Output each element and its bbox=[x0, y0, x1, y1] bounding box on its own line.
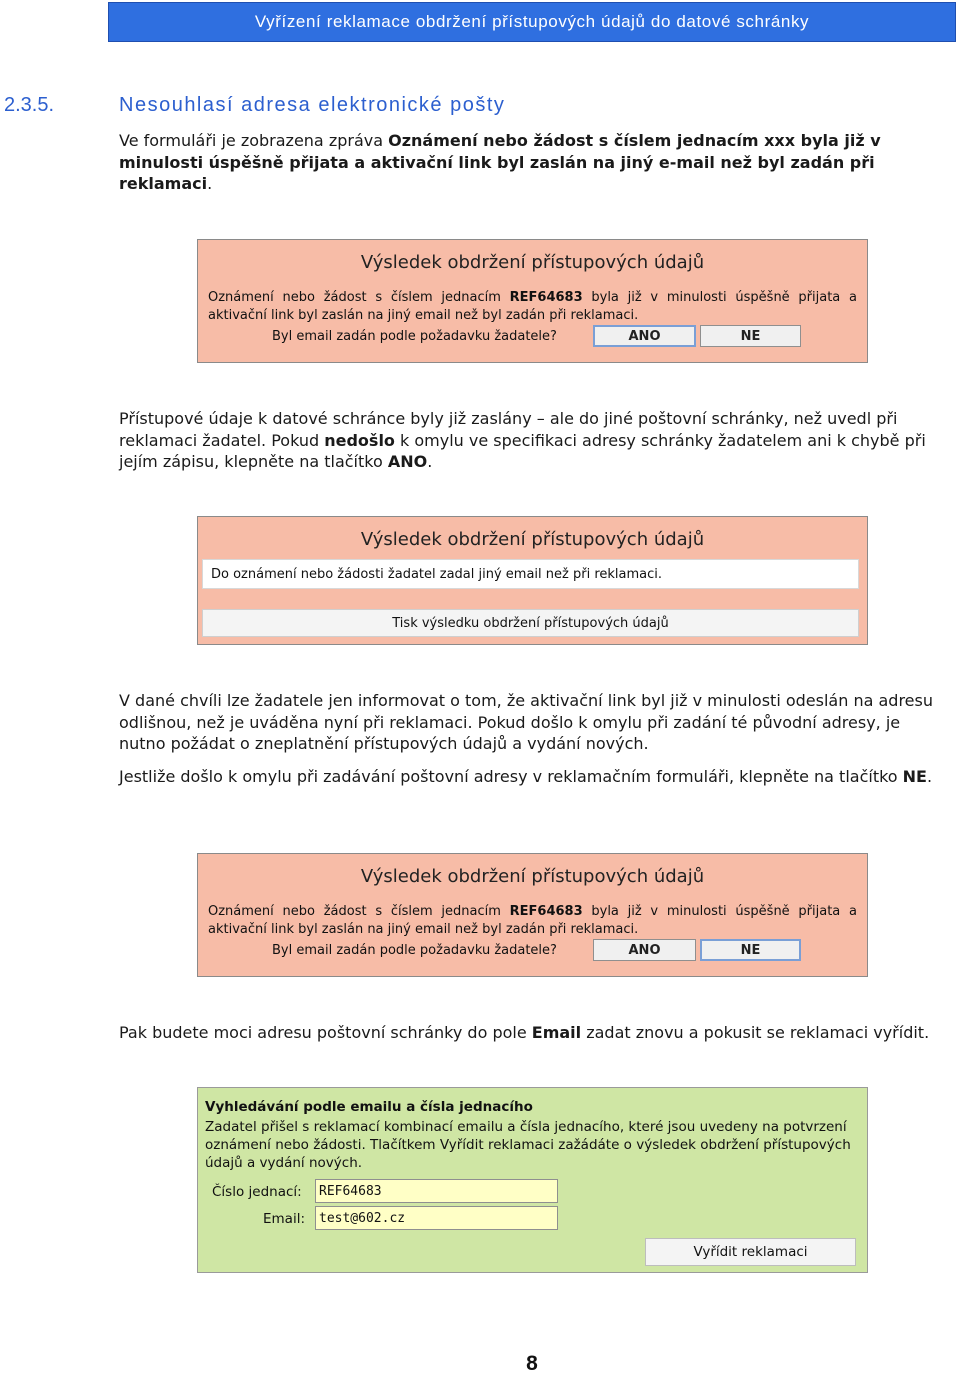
print-result-button[interactable]: Tisk výsledku obdržení přístupových údajů bbox=[202, 609, 859, 637]
panel-message bbox=[208, 903, 857, 938]
intro-message-bold: Oznámení nebo žádost s číslem jednacím xxx byla již v minulosti úspěšně přijata a aktivační link byl zaslán na jiný e-mail než byl zadán při reklamaci bbox=[119, 131, 881, 193]
panel-message bbox=[208, 289, 857, 324]
para-bold-ano: ANO bbox=[387, 452, 428, 471]
panel-message-text: Oznámení nebo žádost s číslem jednacím bbox=[208, 904, 510, 919]
para-bold-email: Email bbox=[531, 1023, 582, 1042]
para-bold-ne: NE bbox=[902, 767, 927, 786]
result-panel-confirm-2 bbox=[197, 853, 868, 977]
reference-number: REF64683 bbox=[509, 290, 583, 305]
panel-title: Výsledek obdržení přístupových údajů bbox=[360, 529, 705, 550]
reference-number: REF64683 bbox=[509, 904, 583, 919]
panel-title: Výsledek obdržení přístupových údajů bbox=[360, 252, 705, 273]
section-title: Nesouhlasí adresa elektronické pošty bbox=[119, 94, 506, 116]
panel-message-text-end: byla již v minulosti úspěšně přijata a aktivační link byl zaslán na jiný email než byl zadán při reklamaci. bbox=[208, 904, 857, 937]
para-text: Přístupové údaje k datové schránce byly již zaslány – ale do jiné poštovní schránky, než uvedl při reklamaci žadatel. Pokud bbox=[119, 409, 898, 450]
para-text: . bbox=[427, 452, 433, 471]
result-message: Do oznámení nebo žádosti žadatel zadal jiný email než při reklamaci. bbox=[202, 559, 859, 589]
intro-text-end: . bbox=[207, 174, 213, 193]
email-input[interactable]: test@602.cz bbox=[315, 1206, 558, 1230]
reference-label: Číslo jednací: bbox=[212, 1184, 302, 1200]
result-panel-info bbox=[197, 516, 868, 645]
yes-button[interactable]: ANO bbox=[593, 939, 696, 961]
panel-message-text: Oznámení nebo žádost s číslem jednacím bbox=[208, 290, 510, 305]
page-number: 8 bbox=[526, 1352, 538, 1375]
closing-paragraph bbox=[119, 1022, 941, 1044]
yes-button[interactable]: ANO bbox=[593, 325, 696, 347]
section-number: 2.3.5. bbox=[4, 94, 55, 116]
reference-input[interactable]: REF64683 bbox=[315, 1179, 558, 1203]
document-header: Vyřízení reklamace obdržení přístupových údajů do datové schránky bbox=[108, 2, 956, 42]
para-text: . bbox=[926, 767, 933, 786]
info-paragraph: V dané chvíli lze žadatele jen informovat o tom, že aktivační link byl již v minulosti odeslán na adresu odlišnou, než je uváděna nyní při reklamaci. Pokud došlo k omylu při zadání té původní adresy, je nutno požádat o zneplatnění přístupových údajů a vydání nových. bbox=[119, 691, 933, 753]
panel-message-text-end: byla již v minulosti úspěšně přijata a aktivační link byl zaslán na jiný email než byl zadán při reklamaci. bbox=[208, 290, 857, 323]
para-text: zadat znovu a pokusit se reklamaci vyřídit. bbox=[581, 1023, 930, 1042]
para-text: k omylu ve specifikaci adresy schránky žadatelem ani k chybě při jejím zápisu, klepněte na tlačítko bbox=[119, 430, 926, 471]
no-button[interactable]: NE bbox=[700, 325, 801, 347]
result-panel-confirm bbox=[197, 239, 868, 363]
intro-paragraph bbox=[119, 130, 941, 195]
no-button[interactable]: NE bbox=[700, 939, 801, 961]
search-panel-description: Zadatel přišel s reklamací kombinací emailu a čísla jednacího, které jsou uvedeny na potvrzení oznámení nebo žádosti. Tlačítkem Vyřídit reklamaci zažádáte o výsledek obdržení přístupových údajů a vydání nových. bbox=[205, 1119, 851, 1171]
instruction-paragraph-ano bbox=[119, 408, 941, 473]
para-text: Jestliže došlo k omylu při zadávání poštovní adresy v reklamačním formuláři, klepněte na tlačítko bbox=[119, 767, 903, 786]
panel-title: Výsledek obdržení přístupových údajů bbox=[360, 866, 705, 887]
instruction-paragraph-ne bbox=[119, 766, 941, 788]
panel-question: Byl email zadán podle požadavku žadatele? bbox=[272, 329, 557, 344]
panel-question: Byl email zadán podle požadavku žadatele? bbox=[272, 943, 557, 958]
intro-text: Ve formuláři je zobrazena zpráva bbox=[119, 131, 389, 150]
email-label: Email: bbox=[263, 1211, 306, 1227]
para-bold-nedoslo: nedošlo bbox=[324, 430, 395, 450]
search-panel bbox=[197, 1087, 868, 1273]
para-text: Pak budete moci adresu poštovní schránky do pole bbox=[119, 1023, 532, 1042]
search-panel-title: Vyhledávání podle emailu a čísla jednacího bbox=[205, 1099, 533, 1115]
resolve-complaint-button[interactable]: Vyřídit reklamaci bbox=[645, 1238, 856, 1266]
